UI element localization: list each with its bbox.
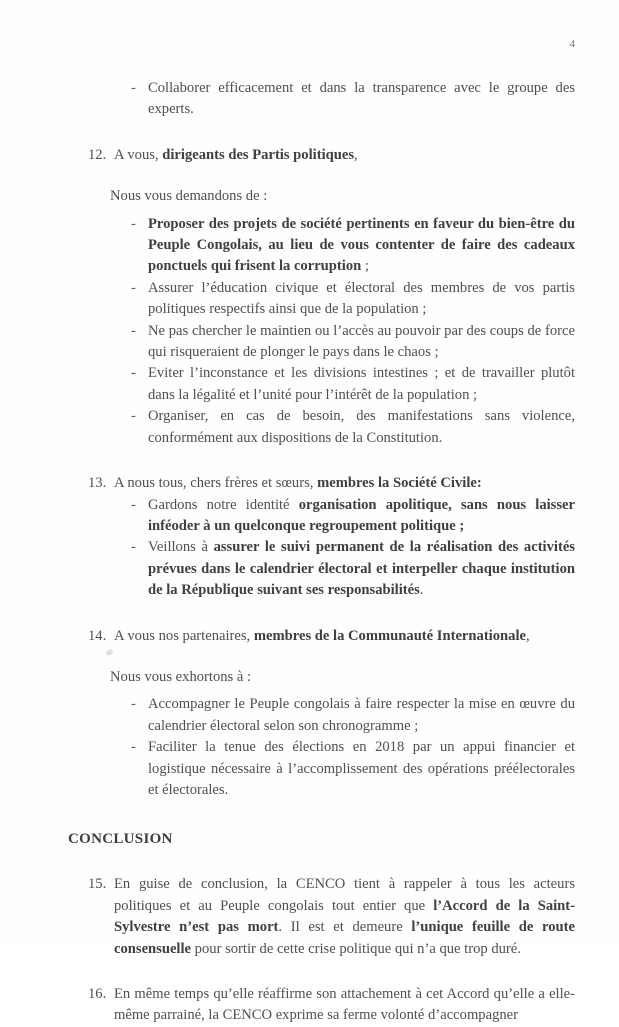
item-text-plain-3: pour sortir de cette crise politique qui n’a que trop duré. (191, 940, 521, 957)
item-number: 13. (88, 475, 107, 492)
list-item (86, 495, 575, 538)
list-item-text: Faciliter la tenue des élections en 2018 par un appui financier et logistique nécessaire à l’accomplissement des opérations préélectorales et électorales. (148, 739, 575, 798)
item-text-bold: membres de la Communauté Internationale (253, 627, 526, 644)
list-item (86, 363, 575, 406)
list-item (86, 278, 575, 321)
bullet-dash-icon: - (131, 496, 136, 513)
item-number: 14. (88, 627, 107, 644)
list-item-text: Veillons à (148, 539, 214, 556)
item-text-bold-accord: l’Accord de la Saint-Sylvestre n’est pas mort (114, 897, 576, 936)
bullet-dash-icon: - (131, 80, 136, 96)
list-item-text-bold: organisation apolitique, sans nous laisser inféoder à un quelconque regroupement politique ; (148, 496, 575, 534)
item-text-plain: A nous tous, chers frères et sœurs, (114, 475, 318, 492)
list-item (86, 406, 575, 449)
list-item-text-tail: . (419, 582, 424, 599)
bullet-dash-icon: - (131, 215, 136, 232)
item-number: 12. (88, 146, 107, 163)
list-item-text: Assurer l’éducation civique et électoral des membres de vos partis politiques respectifs ainsi que de la population ; (148, 279, 575, 318)
list-item-text: Organiser, en cas de besoin, des manifestations sans violence, conformément aux dispositions de la Constitution. (148, 408, 575, 446)
bullet-dash-icon: - (131, 408, 136, 425)
list-item-text: Gardons notre identité (148, 496, 299, 513)
document-body (0, 78, 619, 1027)
list-item-text: Accompagner le Peuple congolais à faire respecter la mise en œuvre du calendrier électoral selon son chronogramme ; (148, 696, 575, 734)
list-item-text-tail: ; (361, 258, 369, 275)
item-number: 16. (88, 986, 107, 1002)
bullet-dash-icon: - (131, 365, 136, 382)
numbered-item-12 (88, 145, 575, 166)
numbered-item-16 (88, 984, 575, 1027)
item-text-plain: En guise de conclusion, la CENCO tient à rappeler à tous les acteurs politiques et au Peuple congolais tout entier que (114, 876, 575, 914)
bullet-dash-icon: - (131, 539, 136, 556)
list-item-text-bold: Proposer des projets de société pertinents en faveur du bien-être du Peuple Congolais, au lieu de vous contenter de faire des cadeaux ponctuels qui frisent la corruption (148, 215, 575, 275)
leadin-exhortons: Nous vous exhortons à : (110, 668, 252, 685)
list-item (86, 214, 575, 278)
leadin-demandons: Nous vous demandons de : (110, 188, 268, 205)
list-item (86, 694, 575, 737)
item-text-plain-2: . Il est et demeure (278, 919, 412, 936)
numbered-item-13 (88, 473, 575, 494)
bullet-dash-icon: - (131, 739, 136, 756)
item-text-plain: A vous, (114, 146, 163, 163)
list-item (86, 78, 575, 121)
bullet-dash-icon: - (131, 279, 136, 296)
list-item-text: Collaborer efficacement et dans la transparence avec le groupe des experts. (148, 80, 575, 118)
item-text-bold-feuille: l’unique feuille de route consensuelle (114, 919, 575, 957)
item-text-plain: En même temps qu’elle réaffirme son attachement à cet Accord qu’elle a elle-même parrainé, la CENCO exprime sa ferme volonté d’accompagner (114, 986, 575, 1024)
item-text-bold: dirigeants des Partis politiques (162, 146, 355, 163)
numbered-item-14 (88, 626, 575, 647)
item-text-plain: A vous nos partenaires, (114, 627, 254, 644)
list-item (86, 321, 575, 364)
page-number: 4 (569, 38, 575, 50)
bullet-dash-icon: - (131, 322, 136, 339)
item-text-plain-tail: , (525, 627, 530, 644)
section-heading-conclusion: CONCLUSION (68, 831, 173, 848)
item-text-plain-tail: , (354, 146, 358, 163)
bullet-dash-icon: - (131, 696, 136, 713)
numbered-item-15 (88, 874, 575, 960)
list-item (86, 537, 575, 601)
item-number: 15. (88, 876, 107, 893)
list-item-text-bold: assurer le suivi permanent de la réalisation des activités prévues dans le calendrier électoral et interpeller chaque institution de la République suivant ses responsabilités (148, 539, 575, 599)
item-text-bold: membres la Société Civile: (317, 475, 482, 492)
list-item (86, 737, 575, 801)
list-item-text: Eviter l’inconstance et les divisions intestines ; et de travailler plutôt dans la légalité et l’unité pour l’intérêt de la population ; (148, 365, 575, 403)
list-item-text: Ne pas chercher le maintien ou l’accès au pouvoir par des coups de force qui risqueraient de plonger le pays dans le chaos ; (148, 322, 575, 361)
